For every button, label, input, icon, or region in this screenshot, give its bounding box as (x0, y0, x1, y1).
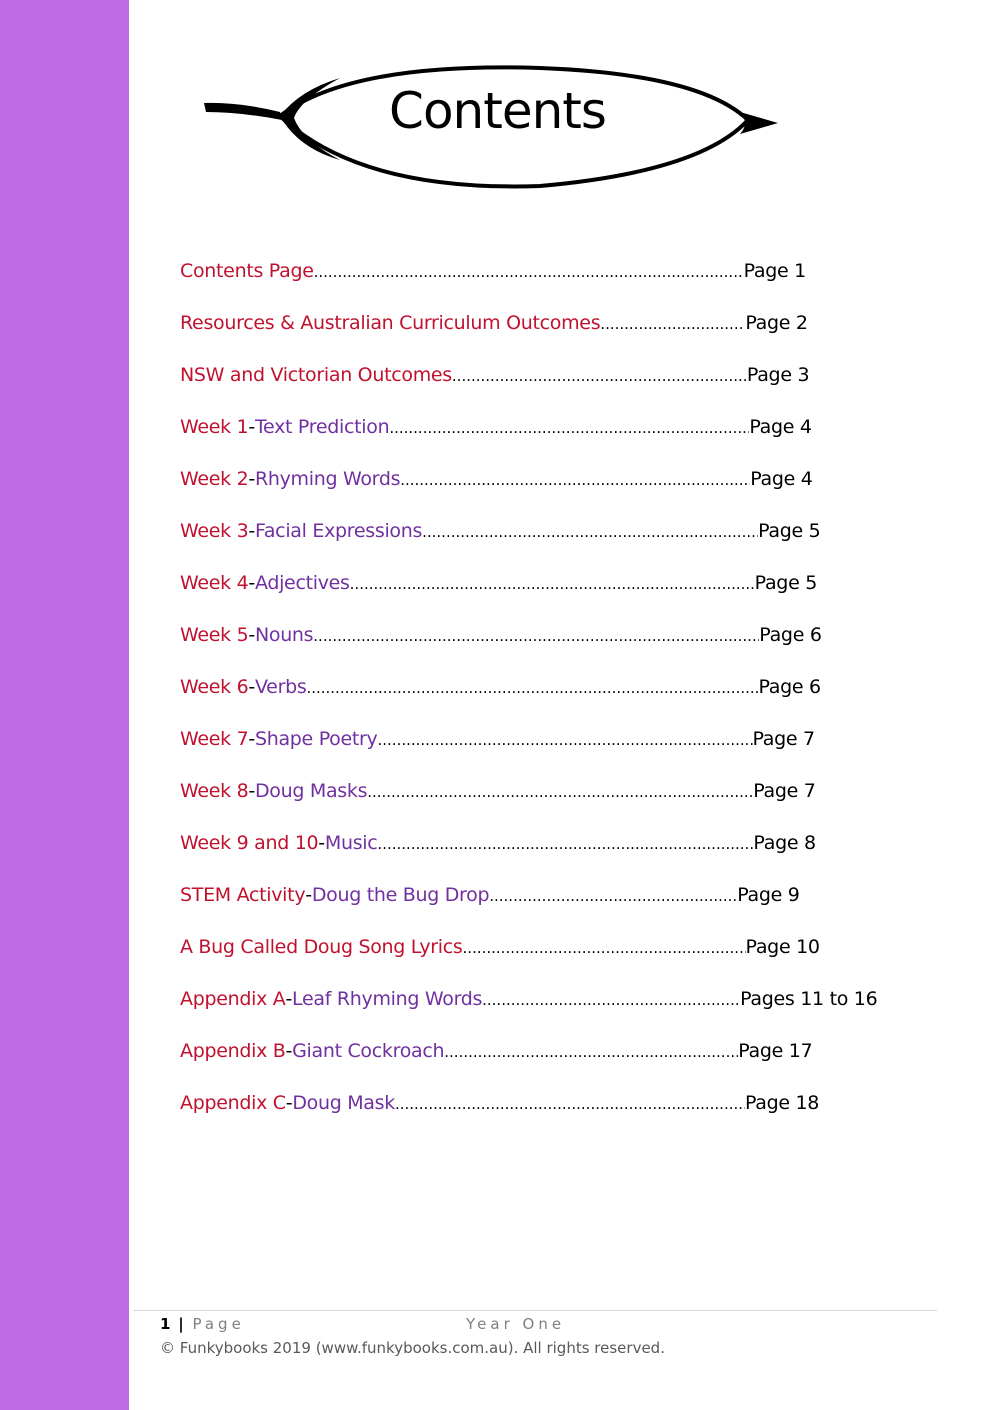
toc-dot-leader (463, 939, 746, 957)
toc-entry (180, 468, 920, 520)
toc-entry-separator: - (248, 728, 255, 750)
toc-entry-separator: - (285, 1092, 293, 1114)
toc-entry-heading: Week 2 (180, 468, 249, 490)
toc-entry (180, 780, 920, 832)
toc-entry-heading: Week 4 (180, 572, 249, 594)
toc-entry-heading: NSW and Victorian Outcomes (180, 364, 452, 386)
toc-entry (180, 884, 920, 936)
toc-entry (180, 728, 920, 780)
toc-entry-separator: - (248, 780, 255, 802)
toc-entry (180, 572, 920, 624)
toc-page-reference: Page 6 (759, 624, 822, 646)
toc-entry (180, 312, 920, 364)
purple-side-bar (0, 0, 129, 1410)
toc-entry (180, 1092, 920, 1144)
toc-page-reference: Page 4 (750, 468, 813, 490)
toc-dot-leader (350, 575, 755, 593)
toc-dot-leader (389, 419, 749, 437)
toc-entry-separator: - (305, 884, 312, 906)
toc-page-reference: Page 10 (745, 936, 820, 958)
toc-entry-subtitle: Music (324, 832, 378, 854)
toc-entry-subtitle: Verbs (254, 676, 307, 698)
toc-entry (180, 520, 920, 572)
toc-entry-subtitle: Giant Cockroach (292, 1040, 445, 1062)
toc-entry-subtitle: Doug Masks (254, 780, 368, 802)
toc-dot-leader (395, 1095, 745, 1113)
footer-year-label: Year One (466, 1315, 566, 1333)
toc-dot-leader (600, 315, 745, 333)
toc-entry-separator: - (248, 624, 255, 646)
toc-entry-heading: Contents Page (180, 260, 314, 282)
toc-dot-leader (452, 367, 747, 385)
toc-page-reference: Page 2 (745, 312, 808, 334)
toc-entry (180, 676, 920, 728)
toc-entry-separator: - (248, 416, 255, 438)
toc-page-reference: Page 3 (746, 364, 810, 386)
toc-page-reference: Page 5 (758, 520, 821, 542)
toc-entry-separator: - (248, 468, 255, 490)
toc-entry-heading: Week 8 (180, 780, 249, 802)
toc-entry-subtitle: Rhyming Words (254, 468, 401, 490)
toc-entry-heading: Week 7 (180, 728, 249, 750)
toc-entry (180, 832, 920, 884)
toc-entry-heading: Week 1 (180, 416, 249, 438)
footer-separator: | (178, 1315, 184, 1333)
toc-page-reference: Page 7 (752, 728, 815, 750)
toc-entry-heading: Week 3 (180, 520, 249, 542)
footer-page-label: Page (192, 1315, 245, 1333)
footer-page-line (160, 1315, 566, 1335)
toc-entry-separator: - (285, 1040, 293, 1062)
toc-page-reference: Page 18 (744, 1092, 820, 1114)
toc-entry (180, 1040, 920, 1092)
toc-page-reference: Page 1 (743, 260, 806, 282)
toc-entry-separator: - (248, 676, 255, 698)
toc-dot-leader (482, 991, 740, 1009)
toc-dot-leader (377, 835, 753, 853)
toc-entry-heading: Week 5 (180, 624, 249, 646)
toc-dot-leader (314, 263, 744, 281)
toc-dot-leader (306, 679, 758, 697)
toc-entry (180, 260, 920, 312)
toc-dot-leader (489, 887, 737, 905)
toc-entry-heading: Resources & Australian Curriculum Outcomes (180, 312, 601, 334)
footer-divider (133, 1310, 937, 1311)
toc-page-reference: Page 4 (749, 416, 812, 438)
toc-entry (180, 624, 920, 676)
toc-dot-leader (422, 523, 758, 541)
toc-entry (180, 936, 920, 988)
toc-entry-heading: A Bug Called Doug Song Lyrics (180, 936, 463, 958)
toc-entry-subtitle: Facial Expressions (254, 520, 423, 542)
toc-entry-subtitle: Text Prediction (254, 416, 390, 438)
table-of-contents (180, 260, 920, 1144)
toc-page-reference: Page 17 (738, 1040, 813, 1062)
toc-entry-heading: Week 6 (180, 676, 249, 698)
toc-page-reference: Page 7 (753, 780, 816, 802)
page-title: Contents (389, 82, 606, 140)
toc-entry-heading: Appendix B (180, 1040, 286, 1062)
toc-page-reference: Page 9 (737, 884, 800, 906)
footer-copyright: © Funkybooks 2019 (www.funkybooks.com.au). All rights reserved. (160, 1339, 665, 1357)
toc-entry (180, 364, 920, 416)
toc-entry-separator: - (248, 572, 255, 594)
toc-entry-heading: STEM Activity (180, 884, 306, 906)
toc-entry-subtitle: Leaf Rhyming Words (292, 988, 483, 1010)
toc-dot-leader (400, 471, 750, 489)
toc-entry-subtitle: Nouns (254, 624, 314, 646)
toc-dot-leader (378, 731, 753, 749)
toc-entry-separator: - (285, 988, 293, 1010)
toc-entry-separator: - (318, 832, 325, 854)
toc-page-reference: Page 8 (753, 832, 816, 854)
toc-entry (180, 416, 920, 468)
toc-entry-heading: Appendix A (180, 988, 286, 1010)
toc-entry-subtitle: Adjectives (254, 572, 350, 594)
toc-dot-leader (367, 783, 753, 801)
toc-entry-separator: - (248, 520, 255, 542)
toc-entry-subtitle: Doug the Bug Drop (311, 884, 490, 906)
toc-dot-leader (444, 1043, 738, 1061)
toc-entry-subtitle: Shape Poetry (254, 728, 378, 750)
toc-page-reference: Page 5 (754, 572, 817, 594)
toc-entry-heading: Week 9 and 10 (180, 832, 319, 854)
toc-dot-leader (313, 627, 759, 645)
toc-entry-heading: Appendix C (180, 1092, 286, 1114)
toc-page-reference: Page 6 (758, 676, 821, 698)
toc-page-reference: Pages 11 to 16 (740, 988, 878, 1010)
toc-entry (180, 988, 920, 1040)
toc-entry-subtitle: Doug Mask (292, 1092, 395, 1114)
footer-page-number: 1 (160, 1315, 171, 1333)
